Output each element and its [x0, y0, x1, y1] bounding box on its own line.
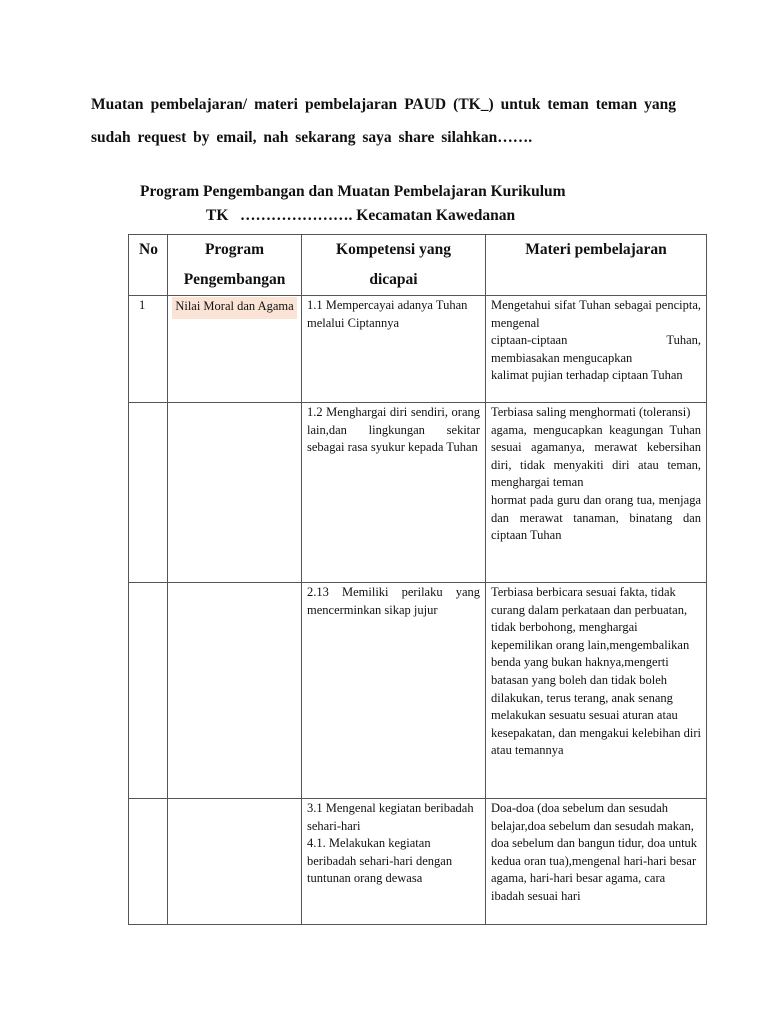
cell-no: [129, 583, 168, 799]
header-program-line-1: Program: [204, 241, 265, 258]
cell-no: [129, 799, 168, 925]
table-row: [129, 296, 707, 403]
cell-kompetensi: 3.1 Mengenal kegiatan beribadah sehari-hari 4.1. Melakukan kegiatan beribadah sehari-hari dengan tuntunan orang dewasa: [302, 799, 486, 925]
header-kompetensi-line-1: Kompetensi yang: [336, 241, 451, 258]
header-materi: Materi pembelajaran: [486, 235, 707, 296]
cell-materi: [486, 403, 707, 583]
cell-no: 1: [129, 296, 168, 403]
materi-paragraph: agama, mengucapkan keagungan Tuhan sesuai agamanya, merawat kebersihan diri, tidak menyakiti diri atau teman, menghargai teman: [491, 422, 701, 490]
header-kompetensi: [302, 235, 486, 296]
document-title: [128, 180, 648, 228]
cell-program: [168, 403, 302, 583]
intro-paragraph: Muatan pembelajaran/ materi pembelajaran PAUD (TK_) untuk teman teman yang sudah request by email, nah sekarang saya share silahkan…….: [91, 96, 676, 146]
cell-program: [168, 799, 302, 925]
cell-program: [168, 583, 302, 799]
cell-no: [129, 403, 168, 583]
materi-paragraph: Terbiasa saling menghormati (toleransi): [491, 405, 691, 419]
cell-materi: [486, 583, 707, 799]
title-line-2: TK …………………. Kecamatan Kawedanan: [206, 207, 516, 224]
cell-materi: [486, 296, 707, 403]
cell-materi: [486, 799, 707, 925]
cell-program: [168, 296, 302, 403]
title-line-1: Program Pengembangan dan Muatan Pembelajaran Kurikulum: [140, 183, 566, 200]
curriculum-table: [128, 234, 707, 925]
materi-paragraph: Doa-doa (doa sebelum dan sesudah belajar,doa sebelum dan sesudah makan, doa sebelum dan bangun tidur, doa untuk kedua oran tua),mengenal hari-hari besar agama, hari-hari besar agama, cara ibadah sesuai hari: [491, 801, 698, 903]
table-row: [129, 799, 707, 925]
header-kompetensi-line-2: dicapai: [369, 271, 418, 288]
table-row: [129, 403, 707, 583]
materi-paragraph: membiasakan mengucapkan: [491, 350, 633, 365]
materi-paragraph: Terbiasa berbicara sesuai fakta, tidak curang dalam perkataan dan perbuatan, tidak berbohong, menghargai kepemilikan orang lain,mengembalikan benda yang bukan haknya,mengerti batasan yang boleh dan tidak boleh dilakukan, terus terang, anak senang melakukan sesuatu sesuai aturan atau kesepakatan, dan mengakui kelebihan diri atau temannya: [491, 585, 701, 758]
materi-paragraph: hormat pada guru dan orang tua, menjaga dan merawat tanaman, binatang dan ciptaan Tuhan: [491, 492, 701, 543]
header-program: [168, 235, 302, 296]
header-no: No: [129, 235, 168, 296]
header-program-line-2: Pengembangan: [183, 271, 286, 288]
cell-kompetensi: 2.13 Memiliki perilaku yang mencerminkan sikap jujur: [302, 583, 486, 799]
materi-paragraph: Mengetahui sifat Tuhan sebagai pencipta, mengenal: [491, 298, 701, 330]
materi-paragraph: kalimat pujian terhadap ciptaan Tuhan: [491, 368, 683, 383]
table-row: [129, 583, 707, 799]
materi-paragraph: ciptaan-ciptaan Tuhan,: [491, 333, 701, 348]
cell-kompetensi: 1.2 Menghargai diri sendiri, orang lain,dan lingkungan sekitar sebagai rasa syukur kepada Tuhan: [302, 403, 486, 583]
table-header-row: [129, 235, 707, 296]
program-label: Nilai Moral dan Agama: [172, 297, 297, 319]
cell-kompetensi: 1.1 Mempercayai adanya Tuhan melalui Ciptannya: [302, 296, 486, 403]
